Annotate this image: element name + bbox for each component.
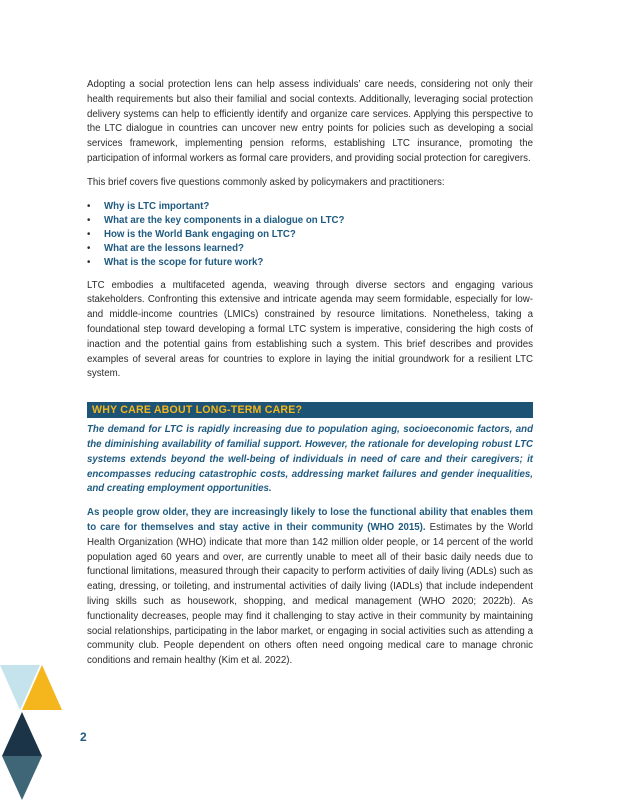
list-item: • What are the key components in a dialogue on LTC? — [87, 214, 345, 226]
body-bold-lead: As people grow older, they are increasingly likely to lose the functional ability that enables them to care for themselves and stay active in their community (WHO 2015). — [87, 507, 533, 533]
ltc-agenda-paragraph: LTC embodies a multifaceted agenda, weaving through diverse sectors and engaging various stakeholders. Confronting this extensive and intricate agenda may seem formidable, especially for low- and middle-income countries (LMICs) constrained by resource limitations. Nonetheless, taking a foundational step toward developing a formal LTC system is imperative, considering the high costs of inaction and the potential gains from establishing such a system. This brief describes and provides examples of several areas for countries to explore in laying the initial groundwork for a resilient LTC system. — [87, 279, 533, 380]
teal-triangle — [2, 756, 42, 800]
page-content — [87, 78, 533, 669]
questions-intro: This brief covers five questions commonly asked by policymakers and practitioners: — [87, 176, 445, 188]
navy-triangle — [2, 712, 42, 756]
page-number: 2 — [80, 730, 87, 744]
list-item: • What are the lessons learned? — [87, 242, 244, 254]
list-item: • What is the scope for future work? — [87, 256, 264, 268]
intro-paragraph: Adopting a social protection lens can help assess individuals’ care needs, considering not only their health requirements but also their familial and social contexts. Additionally, leveraging social protection delivery systems can help to efficiently identify and organize care services. Applying this perspective to the LTC dialogue in countries can uncover new entry points for policies such as developing a social services framework, implementing pension reforms, establishing LTC insurance, promoting the participation of informal workers as formal care providers, and providing social protection for caregivers. — [87, 79, 533, 164]
list-item: • Why is LTC important? — [87, 200, 210, 212]
list-item: • How is the World Bank engaging on LTC? — [87, 228, 296, 240]
questions-list — [87, 200, 533, 270]
section-lead-paragraph: The demand for LTC is rapidly increasing due to population aging, socioeconomic factors, and the diminishing availability of familial support. However, the rationale for developing robust LTC systems extends beyond the well-being of individuals in need of care and their caregivers; it encompasses reducing catastrophic costs, addressing market failures and gender inequalities, and creating employment opportunities. — [87, 424, 533, 495]
section-body-paragraph — [87, 506, 533, 669]
section-heading: WHY CARE ABOUT LONG-TERM CARE? — [87, 402, 533, 418]
body-rest: Estimates by the World Health Organization (WHO) indicate that more than 142 million older people, or 14 percent of the world population aged 60 years and over, are currently unable to meet all of their basic daily needs due to functional limitations, measured through their capacity to perform activities of daily living (ADLs) such as eating, dressing, or toileting, and instrumental activities of daily living (IADLs) that include independent living skills such as housework, shopping, and medical management (WHO 2020; 2022b). As functionality decreases, people may find it challenging to stay active in their community by maintaining social relationships, participating in the labor market, or engaging in social activities such as attending a community club. People dependent on others often need ongoing medical care to manage chronic conditions and remain healthy (Kim et al. 2022). — [87, 521, 533, 667]
